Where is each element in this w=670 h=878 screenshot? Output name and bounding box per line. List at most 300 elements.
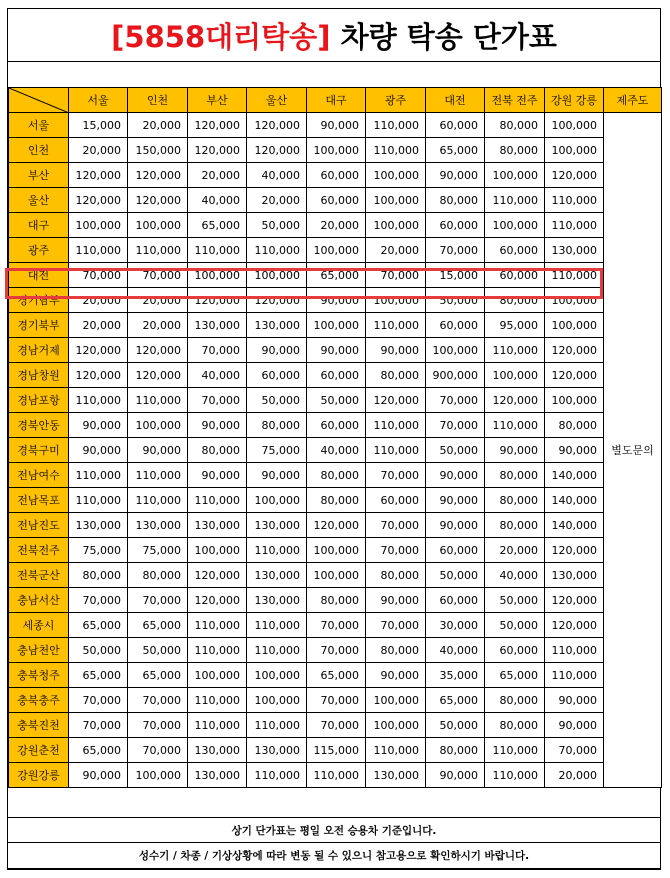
rate-cell: 65,000 (307, 263, 366, 288)
rate-cell: 20,000 (307, 213, 366, 238)
row-header: 경북구미 (9, 438, 69, 463)
rate-cell: 20,000 (485, 538, 545, 563)
rate-cell: 65,000 (307, 663, 366, 688)
rate-cell: 100,000 (366, 213, 426, 238)
rate-cell: 110,000 (128, 488, 188, 513)
rate-cell: 110,000 (485, 413, 545, 438)
rate-cell: 100,000 (188, 663, 247, 688)
rate-cell: 15,000 (69, 113, 128, 138)
title-bracket-close: ] (317, 19, 331, 54)
rate-cell: 90,000 (307, 113, 366, 138)
rate-cell: 60,000 (426, 313, 485, 338)
row-header: 전남진도 (9, 513, 69, 538)
rate-cell: 100,000 (545, 313, 604, 338)
rate-cell: 140,000 (545, 513, 604, 538)
rate-cell: 80,000 (485, 138, 545, 163)
rate-cell: 65,000 (128, 613, 188, 638)
rate-cell: 110,000 (366, 313, 426, 338)
rate-cell: 110,000 (247, 638, 307, 663)
rate-cell: 50,000 (485, 613, 545, 638)
rate-cell: 40,000 (426, 638, 485, 663)
rate-cell: 70,000 (307, 613, 366, 638)
rate-cell: 120,000 (485, 388, 545, 413)
rate-cell: 70,000 (128, 688, 188, 713)
rate-cell: 65,000 (485, 663, 545, 688)
rate-cell: 50,000 (69, 638, 128, 663)
rate-cell: 130,000 (247, 563, 307, 588)
rate-cell: 20,000 (69, 138, 128, 163)
rate-cell: 90,000 (545, 438, 604, 463)
table-row (9, 113, 662, 138)
rate-cell: 100,000 (188, 538, 247, 563)
rate-cell: 110,000 (188, 613, 247, 638)
diagonal-line-icon (9, 88, 69, 113)
rate-cell: 100,000 (545, 138, 604, 163)
table-row (9, 513, 662, 538)
rate-cell: 110,000 (545, 188, 604, 213)
rate-cell: 70,000 (366, 538, 426, 563)
row-header: 충북청주 (9, 663, 69, 688)
rate-cell: 120,000 (247, 138, 307, 163)
rate-cell: 140,000 (545, 463, 604, 488)
rate-cell: 20,000 (188, 163, 247, 188)
rate-cell: 60,000 (366, 488, 426, 513)
rate-cell: 80,000 (247, 413, 307, 438)
table-row (9, 313, 662, 338)
row-header: 인천 (9, 138, 69, 163)
rate-cell: 70,000 (426, 413, 485, 438)
table-row (9, 488, 662, 513)
rate-cell: 70,000 (128, 738, 188, 763)
rate-cell: 100,000 (545, 388, 604, 413)
rate-cell: 120,000 (247, 113, 307, 138)
rate-cell: 130,000 (247, 513, 307, 538)
rate-cell: 70,000 (188, 338, 247, 363)
rate-cell: 75,000 (247, 438, 307, 463)
rate-cell: 60,000 (426, 213, 485, 238)
rate-cell: 90,000 (426, 463, 485, 488)
row-header: 전북군산 (9, 563, 69, 588)
rate-cell: 20,000 (69, 288, 128, 313)
rate-cell: 70,000 (307, 713, 366, 738)
rate-cell: 70,000 (69, 263, 128, 288)
rate-cell: 90,000 (69, 438, 128, 463)
row-header: 경남창원 (9, 363, 69, 388)
rate-cell: 110,000 (485, 738, 545, 763)
rate-cell: 90,000 (366, 588, 426, 613)
rate-cell: 100,000 (128, 763, 188, 788)
rate-cell: 110,000 (188, 488, 247, 513)
rate-cell: 110,000 (247, 713, 307, 738)
rate-cell: 100,000 (307, 238, 366, 263)
col-header: 대전 (426, 88, 485, 113)
col-header: 서울 (69, 88, 128, 113)
row-header: 충남천안 (9, 638, 69, 663)
rate-cell: 70,000 (188, 388, 247, 413)
row-header: 광주 (9, 238, 69, 263)
rate-cell: 120,000 (128, 363, 188, 388)
rate-cell: 50,000 (426, 713, 485, 738)
rate-cell: 120,000 (69, 163, 128, 188)
row-header: 울산 (9, 188, 69, 213)
table-row (9, 438, 662, 463)
rate-cell: 90,000 (545, 713, 604, 738)
rate-cell: 100,000 (128, 213, 188, 238)
rate-cell: 60,000 (307, 413, 366, 438)
rate-cell: 110,000 (366, 413, 426, 438)
rate-cell: 110,000 (188, 688, 247, 713)
rate-cell: 130,000 (188, 313, 247, 338)
table-row (9, 188, 662, 213)
col-header: 울산 (247, 88, 307, 113)
rate-cell: 60,000 (485, 638, 545, 663)
row-header: 전남여수 (9, 463, 69, 488)
rate-cell: 90,000 (188, 413, 247, 438)
rate-table (8, 87, 662, 788)
col-header: 인천 (128, 88, 188, 113)
rate-cell: 120,000 (545, 363, 604, 388)
row-header: 대전 (9, 263, 69, 288)
title-text: 차량 탁송 단가표 (340, 19, 557, 54)
rate-cell: 80,000 (366, 563, 426, 588)
table-row (9, 213, 662, 238)
rate-cell: 90,000 (426, 488, 485, 513)
rate-cell: 110,000 (366, 438, 426, 463)
rate-cell: 80,000 (485, 713, 545, 738)
row-header: 충남서산 (9, 588, 69, 613)
rate-cell: 120,000 (69, 338, 128, 363)
rate-cell: 110,000 (69, 463, 128, 488)
row-header: 충북충주 (9, 688, 69, 713)
rate-cell: 70,000 (69, 588, 128, 613)
rate-cell: 120,000 (307, 513, 366, 538)
table-row (9, 563, 662, 588)
col-header: 광주 (366, 88, 426, 113)
table-row (9, 588, 662, 613)
title-brand: 5858대리탁송 (124, 19, 318, 54)
rate-cell: 110,000 (545, 213, 604, 238)
table-row (9, 413, 662, 438)
rate-cell: 100,000 (366, 163, 426, 188)
rate-cell: 110,000 (545, 663, 604, 688)
rate-cell: 65,000 (69, 663, 128, 688)
rate-cell: 90,000 (545, 688, 604, 713)
row-header: 경기남부 (9, 288, 69, 313)
table-row (9, 288, 662, 313)
rate-cell: 100,000 (366, 188, 426, 213)
rate-cell: 65,000 (426, 688, 485, 713)
rate-cell: 100,000 (366, 288, 426, 313)
rate-cell: 90,000 (426, 163, 485, 188)
rate-cell: 60,000 (247, 363, 307, 388)
rate-cell: 60,000 (426, 113, 485, 138)
rate-cell: 900,000 (426, 363, 485, 388)
rate-cell: 50,000 (485, 588, 545, 613)
table-row (9, 738, 662, 763)
rate-cell: 100,000 (307, 138, 366, 163)
rate-cell: 100,000 (247, 488, 307, 513)
rate-cell: 80,000 (307, 488, 366, 513)
rate-cell: 120,000 (188, 138, 247, 163)
rate-cell: 80,000 (307, 588, 366, 613)
rate-cell: 80,000 (545, 413, 604, 438)
rate-cell: 115,000 (307, 738, 366, 763)
row-header: 경기북부 (9, 313, 69, 338)
rate-cell: 110,000 (247, 763, 307, 788)
rate-cell: 35,000 (426, 663, 485, 688)
rate-cell: 70,000 (69, 688, 128, 713)
rate-cell: 120,000 (188, 113, 247, 138)
table-row (9, 388, 662, 413)
rate-cell: 110,000 (247, 538, 307, 563)
rate-cell: 120,000 (545, 338, 604, 363)
rate-cell: 50,000 (426, 438, 485, 463)
col-header: 부산 (188, 88, 247, 113)
rate-cell: 70,000 (366, 513, 426, 538)
rate-cell: 120,000 (128, 163, 188, 188)
rate-cell: 60,000 (307, 363, 366, 388)
rate-cell: 120,000 (247, 288, 307, 313)
rate-cell: 110,000 (247, 238, 307, 263)
rate-cell: 50,000 (426, 563, 485, 588)
rate-cell: 65,000 (69, 613, 128, 638)
table-row (9, 338, 662, 363)
rate-cell: 110,000 (69, 238, 128, 263)
rate-cell: 60,000 (485, 263, 545, 288)
rate-cell: 80,000 (485, 288, 545, 313)
rate-cell: 110,000 (545, 263, 604, 288)
rate-cell: 110,000 (485, 763, 545, 788)
col-header: 대구 (307, 88, 366, 113)
rate-cell: 100,000 (545, 288, 604, 313)
table-row (9, 763, 662, 788)
jeju-inquiry-cell: 별도문의 (604, 113, 662, 788)
rate-cell: 120,000 (69, 188, 128, 213)
rate-cell: 40,000 (188, 188, 247, 213)
note-disclaimer: 성수기 / 차종 / 기상상황에 따라 변동 될 수 있으니 참고용으로 확인하시기 바랍니다. (7, 843, 661, 869)
page-title (111, 15, 557, 56)
rate-cell: 120,000 (188, 563, 247, 588)
rate-cell: 110,000 (128, 463, 188, 488)
rate-cell: 110,000 (366, 138, 426, 163)
rate-cell: 50,000 (128, 638, 188, 663)
rate-cell: 110,000 (247, 613, 307, 638)
table-row (9, 238, 662, 263)
rate-cell: 110,000 (188, 713, 247, 738)
rate-cell: 120,000 (128, 188, 188, 213)
table-row (9, 663, 662, 688)
rate-cell: 50,000 (247, 388, 307, 413)
title-bracket-open: [ (111, 19, 125, 54)
table-row (9, 463, 662, 488)
rate-cell: 100,000 (485, 213, 545, 238)
rate-cell: 40,000 (307, 438, 366, 463)
rate-cell: 120,000 (188, 288, 247, 313)
rate-cell: 100,000 (366, 713, 426, 738)
rate-cell: 70,000 (366, 263, 426, 288)
rate-cell: 110,000 (485, 188, 545, 213)
rate-cell: 40,000 (188, 363, 247, 388)
rate-cell: 40,000 (485, 563, 545, 588)
rate-cell: 65,000 (69, 738, 128, 763)
rate-cell: 65,000 (426, 138, 485, 163)
rate-cell: 65,000 (128, 663, 188, 688)
rate-cell: 90,000 (366, 663, 426, 688)
rate-cell: 100,000 (128, 413, 188, 438)
rate-cell: 120,000 (545, 538, 604, 563)
row-header: 서울 (9, 113, 69, 138)
rate-cell: 100,000 (307, 538, 366, 563)
rate-cell: 60,000 (307, 163, 366, 188)
rate-cell: 90,000 (485, 438, 545, 463)
rate-cell: 75,000 (128, 538, 188, 563)
rate-cell: 90,000 (247, 338, 307, 363)
rate-cell: 80,000 (307, 463, 366, 488)
rate-cell: 100,000 (485, 363, 545, 388)
rate-cell: 80,000 (128, 563, 188, 588)
rate-cell: 100,000 (545, 113, 604, 138)
rate-cell: 140,000 (545, 488, 604, 513)
table-row (9, 538, 662, 563)
rate-cell: 110,000 (69, 488, 128, 513)
rate-cell: 130,000 (188, 513, 247, 538)
rate-cell: 20,000 (247, 188, 307, 213)
rate-cell: 80,000 (485, 513, 545, 538)
rate-cell: 70,000 (69, 713, 128, 738)
rate-cell: 70,000 (366, 463, 426, 488)
rate-cell: 120,000 (545, 588, 604, 613)
col-header: 전북 전주 (485, 88, 545, 113)
rate-cell: 60,000 (426, 588, 485, 613)
title-spacer (7, 62, 661, 88)
rate-cell: 100,000 (247, 663, 307, 688)
rate-cell: 60,000 (307, 188, 366, 213)
row-header: 강원춘천 (9, 738, 69, 763)
rate-cell: 130,000 (69, 513, 128, 538)
rate-cell: 120,000 (366, 388, 426, 413)
rate-cell: 20,000 (545, 763, 604, 788)
row-header: 부산 (9, 163, 69, 188)
rate-cell: 110,000 (366, 113, 426, 138)
rate-cell: 60,000 (426, 538, 485, 563)
rate-cell: 100,000 (69, 213, 128, 238)
rate-table-body (9, 113, 662, 788)
rate-cell: 110,000 (128, 388, 188, 413)
rate-cell: 70,000 (128, 263, 188, 288)
row-header: 충북진천 (9, 713, 69, 738)
rate-cell: 120,000 (188, 588, 247, 613)
row-header: 세종시 (9, 613, 69, 638)
rate-cell: 110,000 (69, 388, 128, 413)
rate-cell: 110,000 (307, 763, 366, 788)
rate-cell: 95,000 (485, 313, 545, 338)
rate-cell: 30,000 (426, 613, 485, 638)
rate-cell: 20,000 (128, 313, 188, 338)
rate-cell: 130,000 (366, 763, 426, 788)
rate-cell: 130,000 (545, 238, 604, 263)
row-header: 전남목포 (9, 488, 69, 513)
row-header: 경북안동 (9, 413, 69, 438)
rate-cell: 130,000 (247, 313, 307, 338)
rate-cell: 90,000 (366, 338, 426, 363)
rate-cell: 20,000 (69, 313, 128, 338)
table-row (9, 613, 662, 638)
rate-cell: 110,000 (188, 238, 247, 263)
table-row (9, 363, 662, 388)
rate-cell: 50,000 (247, 213, 307, 238)
rate-cell: 90,000 (188, 463, 247, 488)
rate-cell: 110,000 (485, 338, 545, 363)
col-header: 강원 강릉 (545, 88, 604, 113)
rate-cell: 130,000 (545, 563, 604, 588)
rate-cell: 80,000 (366, 638, 426, 663)
rate-cell: 70,000 (128, 713, 188, 738)
rate-cell: 90,000 (307, 288, 366, 313)
rate-cell: 120,000 (128, 338, 188, 363)
rate-cell: 20,000 (128, 288, 188, 313)
rate-cell: 75,000 (69, 538, 128, 563)
rate-cell: 100,000 (307, 313, 366, 338)
col-header: 제주도 (604, 88, 662, 113)
rate-cell: 90,000 (69, 413, 128, 438)
rate-cell: 80,000 (485, 688, 545, 713)
rate-cell: 100,000 (366, 688, 426, 713)
rate-cell: 100,000 (307, 563, 366, 588)
row-header: 경남거제 (9, 338, 69, 363)
rate-cell: 100,000 (188, 263, 247, 288)
rate-cell: 100,000 (247, 688, 307, 713)
rate-cell: 120,000 (545, 613, 604, 638)
row-header: 경남포항 (9, 388, 69, 413)
rate-cell: 20,000 (366, 238, 426, 263)
rate-cell: 130,000 (247, 588, 307, 613)
rate-cell: 80,000 (426, 188, 485, 213)
rate-cell: 90,000 (426, 763, 485, 788)
rate-cell: 130,000 (247, 738, 307, 763)
rate-cell: 60,000 (485, 238, 545, 263)
table-row (9, 688, 662, 713)
rate-cell: 110,000 (188, 638, 247, 663)
rate-cell: 70,000 (128, 588, 188, 613)
rate-cell: 90,000 (247, 463, 307, 488)
row-header: 강원강릉 (9, 763, 69, 788)
table-row (9, 163, 662, 188)
rate-cell: 130,000 (128, 513, 188, 538)
rate-cell: 15,000 (426, 263, 485, 288)
rate-cell: 70,000 (426, 238, 485, 263)
rate-cell: 90,000 (426, 513, 485, 538)
rate-cell: 90,000 (307, 338, 366, 363)
rate-cell: 90,000 (69, 763, 128, 788)
rate-cell: 70,000 (307, 688, 366, 713)
table-row (9, 138, 662, 163)
rate-cell: 50,000 (307, 388, 366, 413)
rate-cell: 80,000 (69, 563, 128, 588)
rate-cell: 80,000 (188, 438, 247, 463)
rate-cell: 70,000 (366, 613, 426, 638)
rate-cell: 100,000 (426, 338, 485, 363)
rate-cell: 150,000 (128, 138, 188, 163)
rate-cell: 120,000 (69, 363, 128, 388)
rate-cell: 80,000 (485, 113, 545, 138)
rate-cell: 80,000 (485, 488, 545, 513)
table-row (9, 638, 662, 663)
rate-cell: 110,000 (366, 738, 426, 763)
rate-cell: 40,000 (247, 163, 307, 188)
rate-cell: 130,000 (188, 738, 247, 763)
rate-cell: 80,000 (426, 738, 485, 763)
table-row (9, 263, 662, 288)
